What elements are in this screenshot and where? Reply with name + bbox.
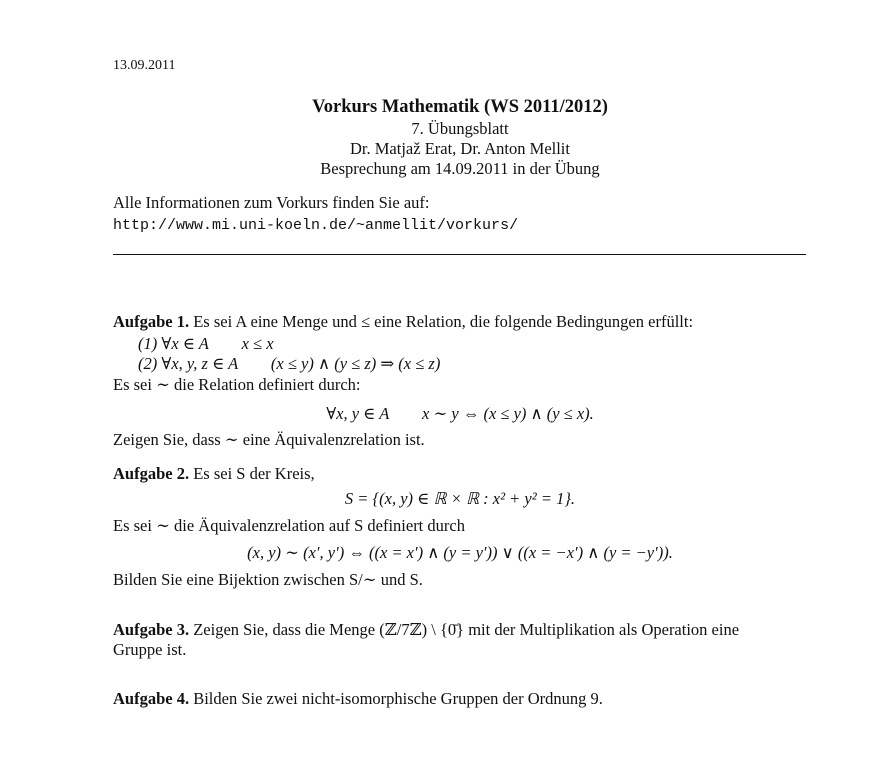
- formula: ∀x, y ∈ A x ∼ y ⇔ (x ≤ y) ∧ (y ≤ x).: [326, 404, 594, 423]
- task-4-heading: [113, 689, 603, 709]
- task-text: Es sei ∼ die Äquivalenzrelation auf S definiert durch: [113, 516, 465, 535]
- task-label: Aufgabe 1.: [113, 312, 190, 331]
- sheet-number: 7. Übungsblatt: [411, 119, 509, 138]
- task-text: Bilden Sie zwei nicht-isomorphische Gruppen der Ordnung 9.: [193, 689, 603, 708]
- discussion-date: Besprechung am 14.09.2011 in der Übung: [320, 159, 600, 178]
- info-text: Alle Informationen zum Vorkurs finden Sie auf:: [113, 193, 430, 212]
- task-label: Aufgabe 4.: [113, 689, 190, 708]
- task-text: Es sei ∼ die Relation definiert durch:: [113, 375, 361, 394]
- date: 13.09.2011: [113, 58, 176, 73]
- formula: S = {(x, y) ∈ ℝ × ℝ : x² + y² = 1}.: [344, 489, 576, 508]
- page-title: Vorkurs Mathematik (WS 2011/2012): [312, 97, 608, 117]
- task-label: Aufgabe 3.: [113, 620, 190, 639]
- info-url[interactable]: http://www.mi.uni-koeln.de/~anmellit/vorkurs/: [113, 217, 519, 234]
- task-text: Zeigen Sie, dass die Menge (ℤ/7ℤ) \ {0̄} mit der Multiplikation als Operation eine: [193, 620, 740, 639]
- task-1-heading: [113, 312, 693, 332]
- task-label: Aufgabe 2.: [113, 464, 190, 483]
- divider: [113, 254, 806, 255]
- task-text: Es sei A eine Menge und ≤ eine Relation, die folgende Bedingungen erfüllt:: [193, 312, 694, 331]
- task-text: Gruppe ist.: [113, 640, 187, 659]
- task-3-heading: [113, 620, 739, 640]
- formula: (x, y) ∼ (x′, y′) ⇔ ((x = x′) ∧ (y = y′)) ∨ ((x = −x′) ∧ (y = −y′)).: [247, 543, 673, 562]
- task-text: Bilden Sie eine Bijektion zwischen S/∼ und S.: [113, 570, 423, 589]
- condition-1: (1) ∀x ∈ A x ≤ x: [138, 334, 274, 353]
- condition-2: (2) ∀x, y, z ∈ A (x ≤ y) ∧ (y ≤ z) ⇒ (x ≤ z): [138, 354, 441, 373]
- task-text: Zeigen Sie, dass ∼ eine Äquivalenzrelation ist.: [113, 430, 425, 449]
- task-2-heading: [113, 464, 315, 484]
- task-text: Es sei S der Kreis,: [193, 464, 315, 483]
- authors: Dr. Matjaž Erat, Dr. Anton Mellit: [350, 139, 570, 158]
